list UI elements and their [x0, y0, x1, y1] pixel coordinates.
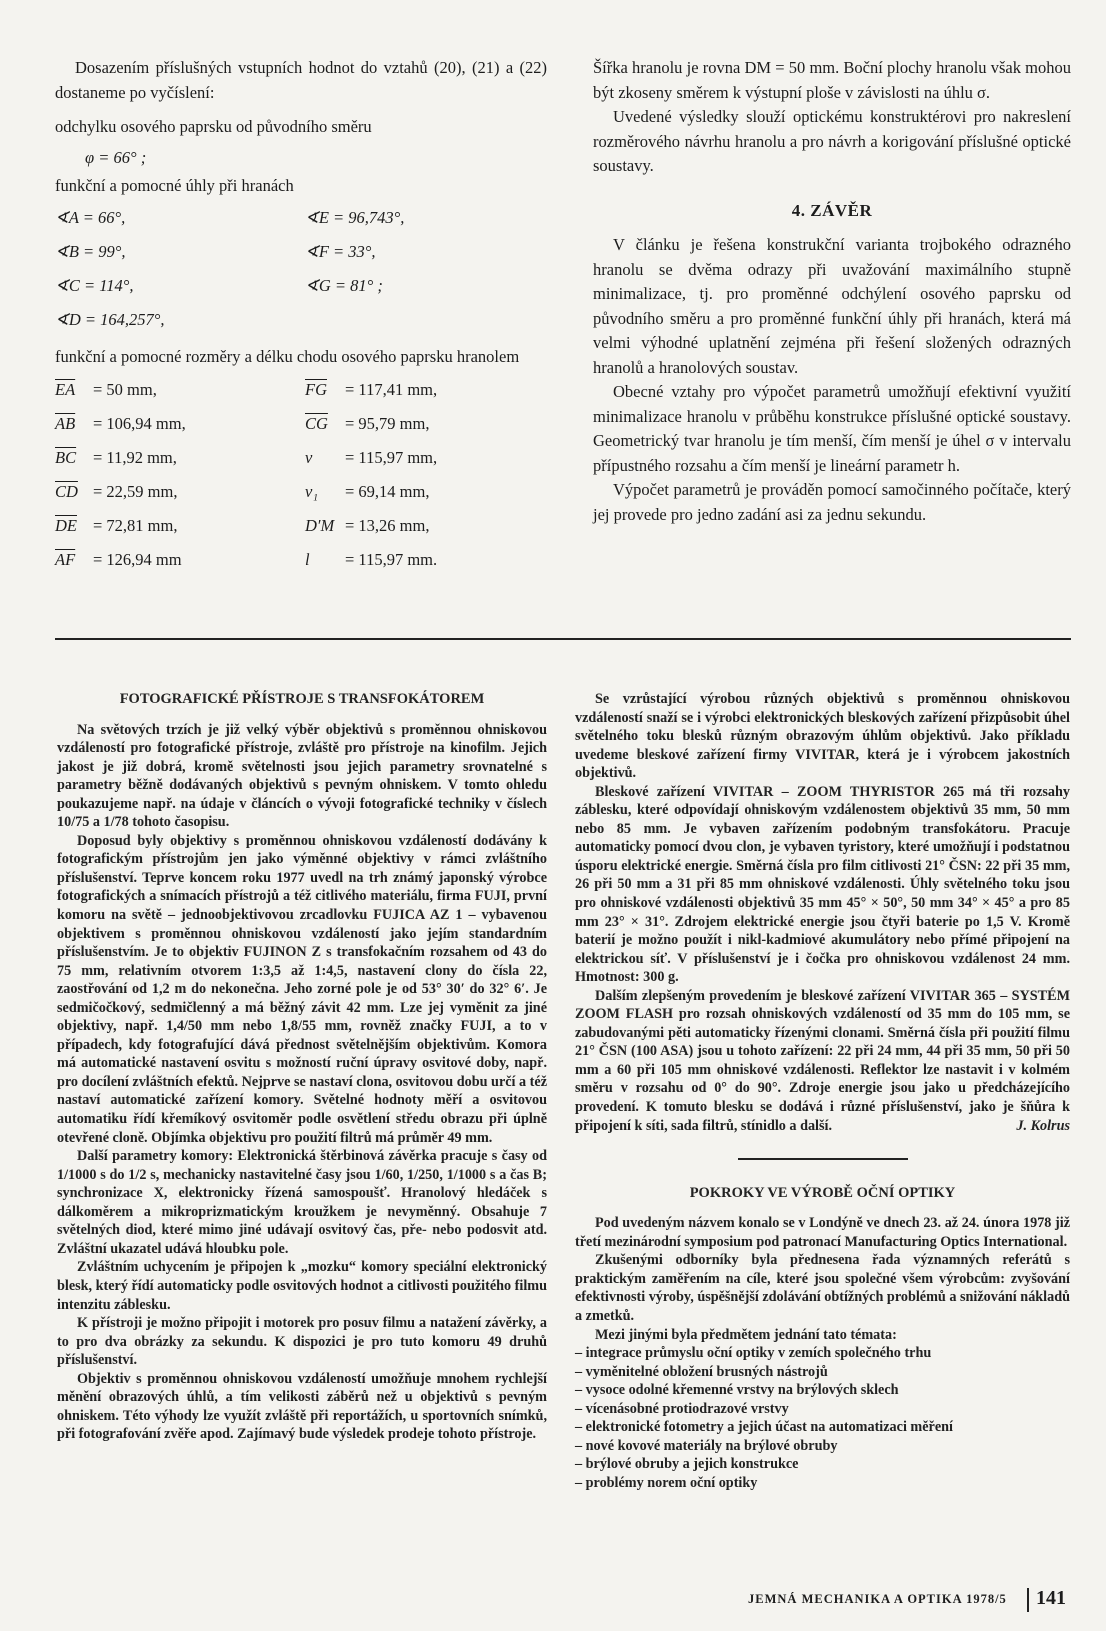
- dim-name: D′M: [305, 516, 335, 535]
- article-fotograficke-pristroje: [57, 690, 547, 1444]
- angle-left: ∢A = 66°,: [55, 207, 126, 227]
- dim-name: $\overline{CG}$: [305, 414, 328, 433]
- article-paragraph: Dalším zlepšeným provedením je bleskové zařízení VIVITAR 365 – SYSTÉM ZOOM FLASH pro rozsah ohniskových vzdáleností od 35 mm do 105 mm, se zabudovanými pěti automaticky řízenými clonami. Směrná čísla při použití filmu 21° ČSN (100 ASA) jsou u tohoto zařízení: 22 při 24 mm, 44 při 35 mm, 50 při 50 mm a 60 při 105 mm ohniskové vzdálenosti. Reflektor lze nastavit i v kolmém směru v rozsahu od 0° do 90°. Zdroje energie jsou jako u předcházejícího provedení. K tomuto blesku se dodává i různé příslušenství, jako je šňůra k připojení k síti, sada filtrů, stínidlo a další.: [575, 987, 1070, 1134]
- list-item: – vícenásobné protiodrazové vrstvy: [575, 1400, 789, 1417]
- conclusion-heading: 4. ZÁVĚR: [791, 200, 873, 220]
- angle-row: [55, 303, 547, 337]
- dim-value: = 50 mm,: [93, 380, 157, 399]
- top-left-column: [55, 56, 547, 577]
- list-item: – nové kovové materiály na brýlové obruby: [575, 1437, 838, 1454]
- dim-name: $\overline{AB}$: [55, 414, 76, 433]
- dim-value: = 115,97 mm,: [345, 448, 438, 467]
- dim-name: v: [305, 448, 313, 467]
- list-item: – vysoce odolné křemenné vrstvy na brýlových sklech: [575, 1382, 899, 1399]
- article-paragraph: Další parametry komory: Elektronická štěrbinová závěrka pracuje s časy od 1/1000 s do 1/2 s, mechanicky nastavitelné časy jsou 1/60, 1/250, 1/1000 s a čas B; synchronizace X, elektronicky řízená samospoušť. Hranolový hledáček s dálkoměrem a mikroprizmatickým kroužkem je nevyměnný. Obsahuje 7 světelných diod, které mimo jiné udávají osvitový čas, pře- nebo podosvit atd. Zvláštní ukazatel udává hloubku pole.: [57, 1148, 547, 1257]
- article-paragraph: Pod uvedeným názvem konalo se v Londýně ve dnech 23. až 24. února 1978 již třetí mezinárodní symposium pod patronací Manufacturing Optics International.: [575, 1215, 1070, 1250]
- article-paragraph: K přístroji je možno připojit i motorek pro posuv filmu a natažení závěrky, a to pro dva obrázky za sekundu. K dispozici je pro tuto komoru 49 druhů příslušenství.: [57, 1315, 547, 1369]
- angles-label: funkční a pomocné úhly při hranách: [55, 176, 294, 195]
- page-number: 141: [1036, 1587, 1066, 1609]
- dim-row: [55, 475, 547, 509]
- dim-name: $\overline{BC}$: [55, 448, 77, 467]
- phi-equation: φ = 66° ;: [85, 147, 147, 167]
- conclusion-paragraph-2: Obecné vztahy pro výpočet parametrů umožňují efektivní využití minimalizace hranolu v průběhu konstrukce příslušné optické soustavy. Geometrický tvar hranolu je tím menší, čím menší je úhel σ v intervalu přípustného rozsahu a čím menší je lineární parametr h.: [593, 382, 1071, 475]
- dim-row: [55, 441, 547, 475]
- dim-value: = 126,94 mm: [93, 550, 182, 569]
- dim-value: = 117,41 mm,: [345, 380, 438, 399]
- results-paragraph: Uvedené výsledky slouží optickému konstruktérovi pro nakreslení rozměrového návrhu hranolu a pro návrh a korigování příslušné optické soustavy.: [593, 107, 1071, 175]
- article-title: FOTOGRAFICKÉ PŘÍSTROJE S TRANSFOKÁTOREM: [119, 691, 485, 707]
- angle-left: ∢C = 114°,: [55, 275, 134, 295]
- article-paragraph: Doposud byly objektivy s proměnnou ohniskovou vzdáleností dodávány k fotografickým přístrojům jen jako výměnné objektivy v rámci zvláštního příslušenství. Teprve koncem roku 1977 uvedl na trh známý japonský výrobce fotografických a snímacích přístrojů a též citlivého materiálu, firma FUJI, první komoru na světě – jednoobjektivovou zrcadlovku FUJICA AZ 1 – vybavenou objektivem s proměnnou ohniskovou vzdáleností jako jejím standardním příslušenstvím. Je to objektiv FUJINON Z s transfokačním rozsahem od 43 do 75 mm, relativním otvorem 1:3,5 až 1:4,5, nastavení clony do čísla 22, zaostřování od 1,2 m do nekonečna. Jeho zorné pole je od 53° 30′ do 32° 6′. Je sedmičočkový, sedmičlenný a má běžný závit 42 mm. Lze jej vyměnit za jiné objektivy, např. 1,4/50 mm nebo 1,8/55 mm, rovněž značky FUJI, a to v případech, kdy fotografující dává přednost světelnějším objektivům. Komora má automatické nastavení osvitu s možností ruční úpravy osvitové doby, např. pro docílení zvláštních efektů. Nejprve se nastaví clona, osvitovou dobu určí a též nastaví automatické zařízení komory. Světelné hodnoty měří a osvitovou automatiku řídí křemíkový osvitoměr podle osvětlení středu obrazu při úplně otevřené cloně. Objímka objektivu pro použití filtrů má průměr 49 mm.: [57, 832, 547, 1146]
- dim-name: $\overline{EA}$: [55, 380, 76, 399]
- list-item: – brýlové obruby a jejich konstrukce: [575, 1456, 799, 1473]
- conclusion-paragraph-3: Výpočet parametrů je prováděn pomocí samočinného počítače, který jej provede pro jedno zadání asi za jednu sekundu.: [593, 480, 1071, 524]
- angle-row: [55, 201, 547, 235]
- topics-list: [575, 1344, 1070, 1492]
- dim-name: $\overline{AF}$: [55, 550, 76, 569]
- dim-value: = 22,59 mm,: [93, 482, 178, 501]
- angle-left: ∢B = 99°,: [55, 241, 126, 261]
- width-paragraph: Šířka hranolu je rovna DM = 50 mm. Boční plochy hranolu však mohou být zkoseny směrem k výstupní ploše v závislosti na úhlu σ.: [593, 58, 1071, 102]
- section-divider: [55, 638, 1071, 640]
- dim-name: l: [305, 550, 310, 569]
- intro-paragraph: Dosazením příslušných vstupních hodnot do vztahů (20), (21) a (22) dostaneme po vyčíslení:: [55, 58, 547, 102]
- dims-label: funkční a pomocné rozměry a délku chodu osového paprsku hranolem: [55, 346, 520, 366]
- article-paragraph: Mezi jinými byla předmětem jednání tato témata:: [595, 1326, 897, 1343]
- article-paragraph: Zkušenými odborníky byla přednesena řada významných referátů s praktickým zaměřením na cíle, které jsou společné všem výrobcům: zvyšování efektivnosti výroby, úspěšnější zdolávání obtížných problémů a snižování nákladů a zmetků.: [575, 1252, 1070, 1324]
- angle-row: [55, 269, 547, 303]
- list-item: – elektronické fotometry a jejich účast na automatizaci měření: [575, 1419, 953, 1436]
- journal-footer: JEMNÁ MECHANIKA A OPTIKA 1978/5: [748, 1592, 1007, 1606]
- short-divider: [738, 1158, 908, 1160]
- angle-row: [55, 235, 547, 269]
- angle-right: ∢G = 81° ;: [305, 275, 383, 295]
- article-continuation: [575, 690, 1070, 1492]
- dim-row: [55, 543, 547, 577]
- list-item: – integrace průmyslu oční optiky v zemích společného trhu: [575, 1345, 932, 1362]
- article-paragraph: Se vzrůstající výrobou různých objektivů s proměnnou ohniskovou vzdáleností snaží se i výrobci elektronických bleskových zařízení přizpůsobit úhel světelného toku blesků různým obrazovým úhlům objektivů. Jako příkladu uvedeme bleskové zařízení firmy VIVITAR, která je i výrobcem jakostních objektivů.: [575, 691, 1070, 782]
- footer-separator: [1027, 1588, 1029, 1612]
- article-paragraph: Na světových trzích je již velký výběr objektivů s proměnnou ohniskovou vzdáleností pro fotografické přístroje, zvláště pro přístroje na kinofilm. Jejich jakost je již dobrá, kromě světelnosti jsou jejich parametry srovnatelné s parametry běžně dodávaných objektivů s pevným ohniskem. V tomto ohledu poukazujeme např. na údaje v článcích o vývoji fotografické techniky v číslech 10/75 a 1/78 tohoto časopisu.: [57, 721, 547, 831]
- conclusion-paragraph-1: V článku je řešena konstrukční varianta trojbokého odrazného hranolu se dvěma odrazy při uvažování maximálního stupně minimalizace, tj. pro proměnné odchýlení osového paprsku od původního směru a pro proměnné funkční úhly při hranách, která má velmi výhodné uplatnění zejména při řešení složených odrazných hranolů a hranolových soustav.: [593, 235, 1071, 377]
- angle-right: ∢E = 96,743°,: [305, 207, 405, 227]
- dim-name: $\overline{CD}$: [55, 482, 78, 501]
- dim-name: $\overline{DE}$: [55, 516, 77, 535]
- article-author: J. Kolrus: [1016, 1118, 1070, 1135]
- article-title: POKROKY VE VÝROBĚ OČNÍ OPTIKY: [689, 1184, 956, 1201]
- dim-value: = 11,92 mm,: [93, 448, 177, 467]
- article-paragraph: Objektiv s proměnnou ohniskovou vzdáleností umožňuje mnohem rychlejší měnění obrazových úhlů, a tím velikosti záběrů než u objektivů s pevným ohniskem. Této výhody lze využít zvláště při reportážích, u sportovních snímků, při fotografování zvěře apod. Zajímavý bude výsledek prodeje tohoto přístroje.: [57, 1370, 547, 1443]
- list-item: – vyměnitelné obložení brusných nástrojů: [575, 1363, 828, 1380]
- angles-table: [55, 201, 547, 337]
- dim-value: = 72,81 mm,: [93, 516, 178, 535]
- article-paragraph: Bleskové zařízení VIVITAR – ZOOM THYRISTOR 265 má tři rozsahy záblesku, které odpovídají ohniskovým vzdálenostem objektivů 35 mm, 50 mm nebo 85 mm. Je vybaven zařízením podobným transfokátoru. Pracuje automaticky pomocí dvou clon, je vybaven tyristory, které umožňují i podstatnou úsporu elektrické energie. Směrná čísla pro film citlivosti 21° ČSN: 22 při 35 mm, 26 při 50 mm a 31 při 85 mm ohniskové vzdálenosti. Úhly světelného toku jsou pro ohniskové vzdálenosti objektivů 35 mm 45° × 50°, 50 mm 34° × 45° a pro 85 mm 23° × 31°. Zdrojem elektrické energie jsou čtyři baterie po 1,5 V. Kromě baterií je možno použít i nikl-kadmiové akumulátory nebo přímé připojení na elektrickou síť. V příslušenství je i čočka pro ohniskovou vzdálenost 24 mm. Hmotnost: 300 g.: [575, 783, 1070, 986]
- deviation-label: odchylku osového paprsku od původního směru: [55, 117, 372, 136]
- dims-table: [55, 373, 547, 577]
- article-paragraph: Zvláštním uchycením je připojen k „mozku“ komory speciální elektronický blesk, který řídí automaticky podle osvitových hodnot a citlivosti použitého filmu intenzitu záblesku.: [57, 1259, 547, 1313]
- dim-name: $\overline{FG}$: [305, 380, 327, 399]
- dim-row: [55, 509, 547, 543]
- dim-value: = 69,14 mm,: [345, 482, 430, 501]
- angle-right: ∢F = 33°,: [305, 241, 376, 261]
- dim-row: [55, 407, 547, 441]
- dim-value: = 95,79 mm,: [345, 414, 430, 433]
- dim-value: = 115,97 mm.: [345, 550, 438, 569]
- angle-left: ∢D = 164,257°,: [55, 309, 165, 329]
- dim-value: = 13,26 mm,: [345, 516, 430, 535]
- top-right-column: [593, 56, 1071, 527]
- list-item: – problémy norem oční optiky: [575, 1474, 758, 1491]
- dim-value: = 106,94 mm,: [93, 414, 186, 433]
- dim-row: [55, 373, 547, 407]
- dim-name: v₁: [305, 482, 319, 501]
